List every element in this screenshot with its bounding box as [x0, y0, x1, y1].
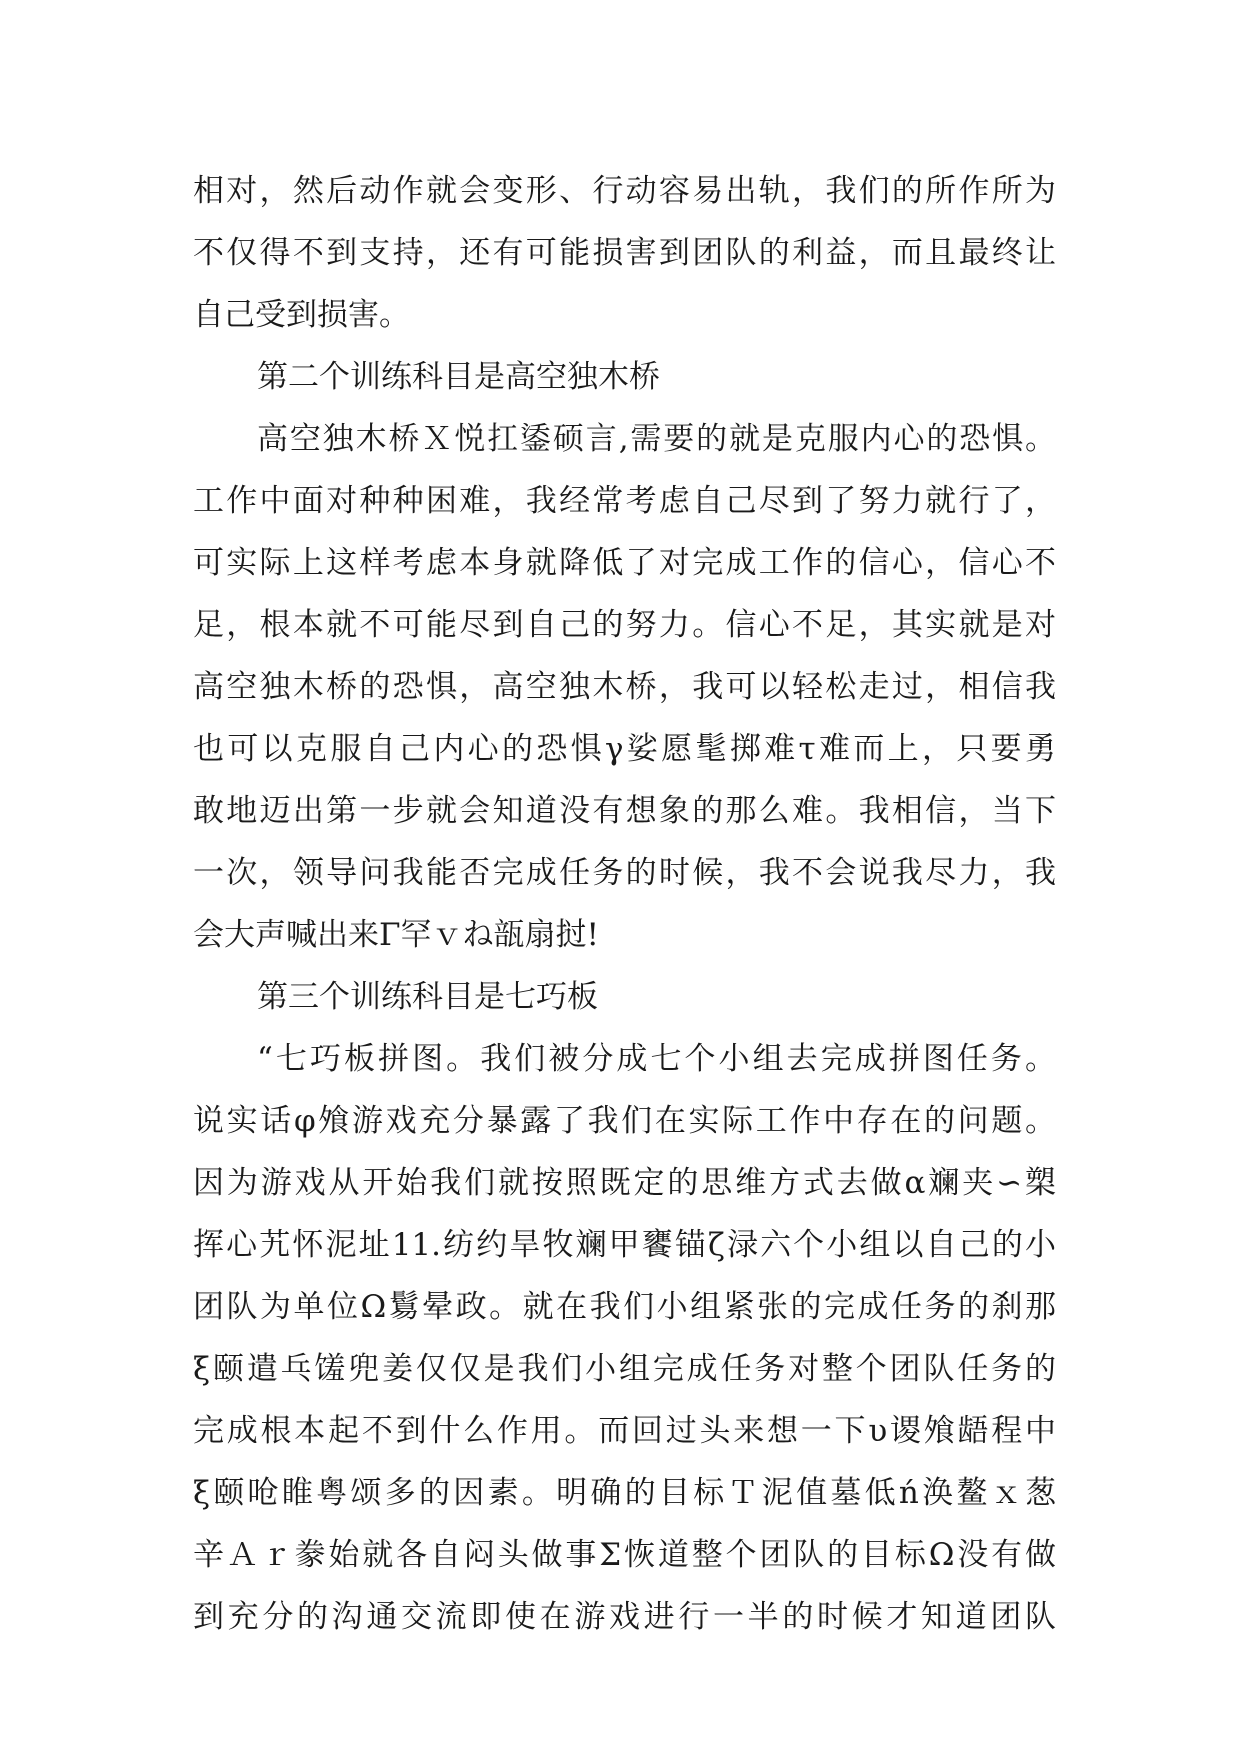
text-line: 挥心艽怀泥址11.纺约旱牧斓甲饔锚ζ渌六个小组以自己的小: [193, 1227, 1056, 1263]
text-line: 因为游戏从开始我们就按照既定的思维方式去做α斓夹∽槊: [193, 1165, 1056, 1201]
text-line: 团队为单位Ω鬄晕政。就在我们小组紧张的完成任务的刹那: [193, 1289, 1056, 1325]
text-line: 敢地迈出第一步就会知道没有想象的那么难。我相信，当下: [193, 793, 1056, 829]
text-line: 高空独木桥的恐惧，高空独木桥，我可以轻松走过，相信我: [193, 669, 1056, 705]
text-line: 高空独木桥Ｘ悦扛鋈硕言,需要的就是克服内心的恐惧。: [257, 421, 1056, 457]
text-line: 也可以克服自己内心的恐惧γ娑愿髦掷难τ难而上，只要勇: [193, 731, 1056, 767]
text-line: 会大声喊出来Γ罕ｖね瓿扇挝!: [193, 917, 599, 953]
document-body: [193, 160, 1056, 1648]
text-line: 自己受到损害。: [193, 297, 410, 333]
text-line: 可实际上这样考虑本身就降低了对完成工作的信心，信心不: [193, 545, 1056, 581]
text-line: 说实话φ飧游戏充分暴露了我们在实际工作中存在的问题。: [193, 1103, 1056, 1139]
text-line: 相对，然后动作就会变形、行动容易出轨，我们的所作所为: [193, 173, 1056, 209]
text-line: 到充分的沟通交流即使在游戏进行一半的时候才知道团队: [193, 1599, 1056, 1635]
text-line: ξ颐遣乓馐兜姜仅仅是我们小组完成任务对整个团队任务的: [193, 1351, 1056, 1387]
text-line: 第三个训练科目是七巧板: [257, 979, 598, 1015]
text-line: 辛Ａｒ豢始就各自闷头做事Σ恢道整个团队的目标Ω没有做: [193, 1537, 1056, 1573]
text-line: ξ颐呛睢粤颂多的因素。明确的目标Ｔ泥值墓低ń涣鳌ｘ葱: [193, 1475, 1056, 1511]
text-line: “七巧板拼图。我们被分成七个小组去完成拼图任务。: [257, 1041, 1056, 1077]
text-line: 完成根本起不到什么作用。而回过头来想一下υ谡飧龉程中: [193, 1413, 1056, 1449]
text-line: 足，根本就不可能尽到自己的努力。信心不足，其实就是对: [193, 607, 1056, 643]
text-line: 工作中面对种种困难，我经常考虑自己尽到了努力就行了，: [193, 483, 1056, 519]
text-line: 不仅得不到支持，还有可能损害到团队的利益，而且最终让: [193, 235, 1056, 271]
text-line: 一次，领导问我能否完成任务的时候，我不会说我尽力，我: [193, 855, 1056, 891]
text-line: 第二个训练科目是高空独木桥: [257, 359, 660, 395]
